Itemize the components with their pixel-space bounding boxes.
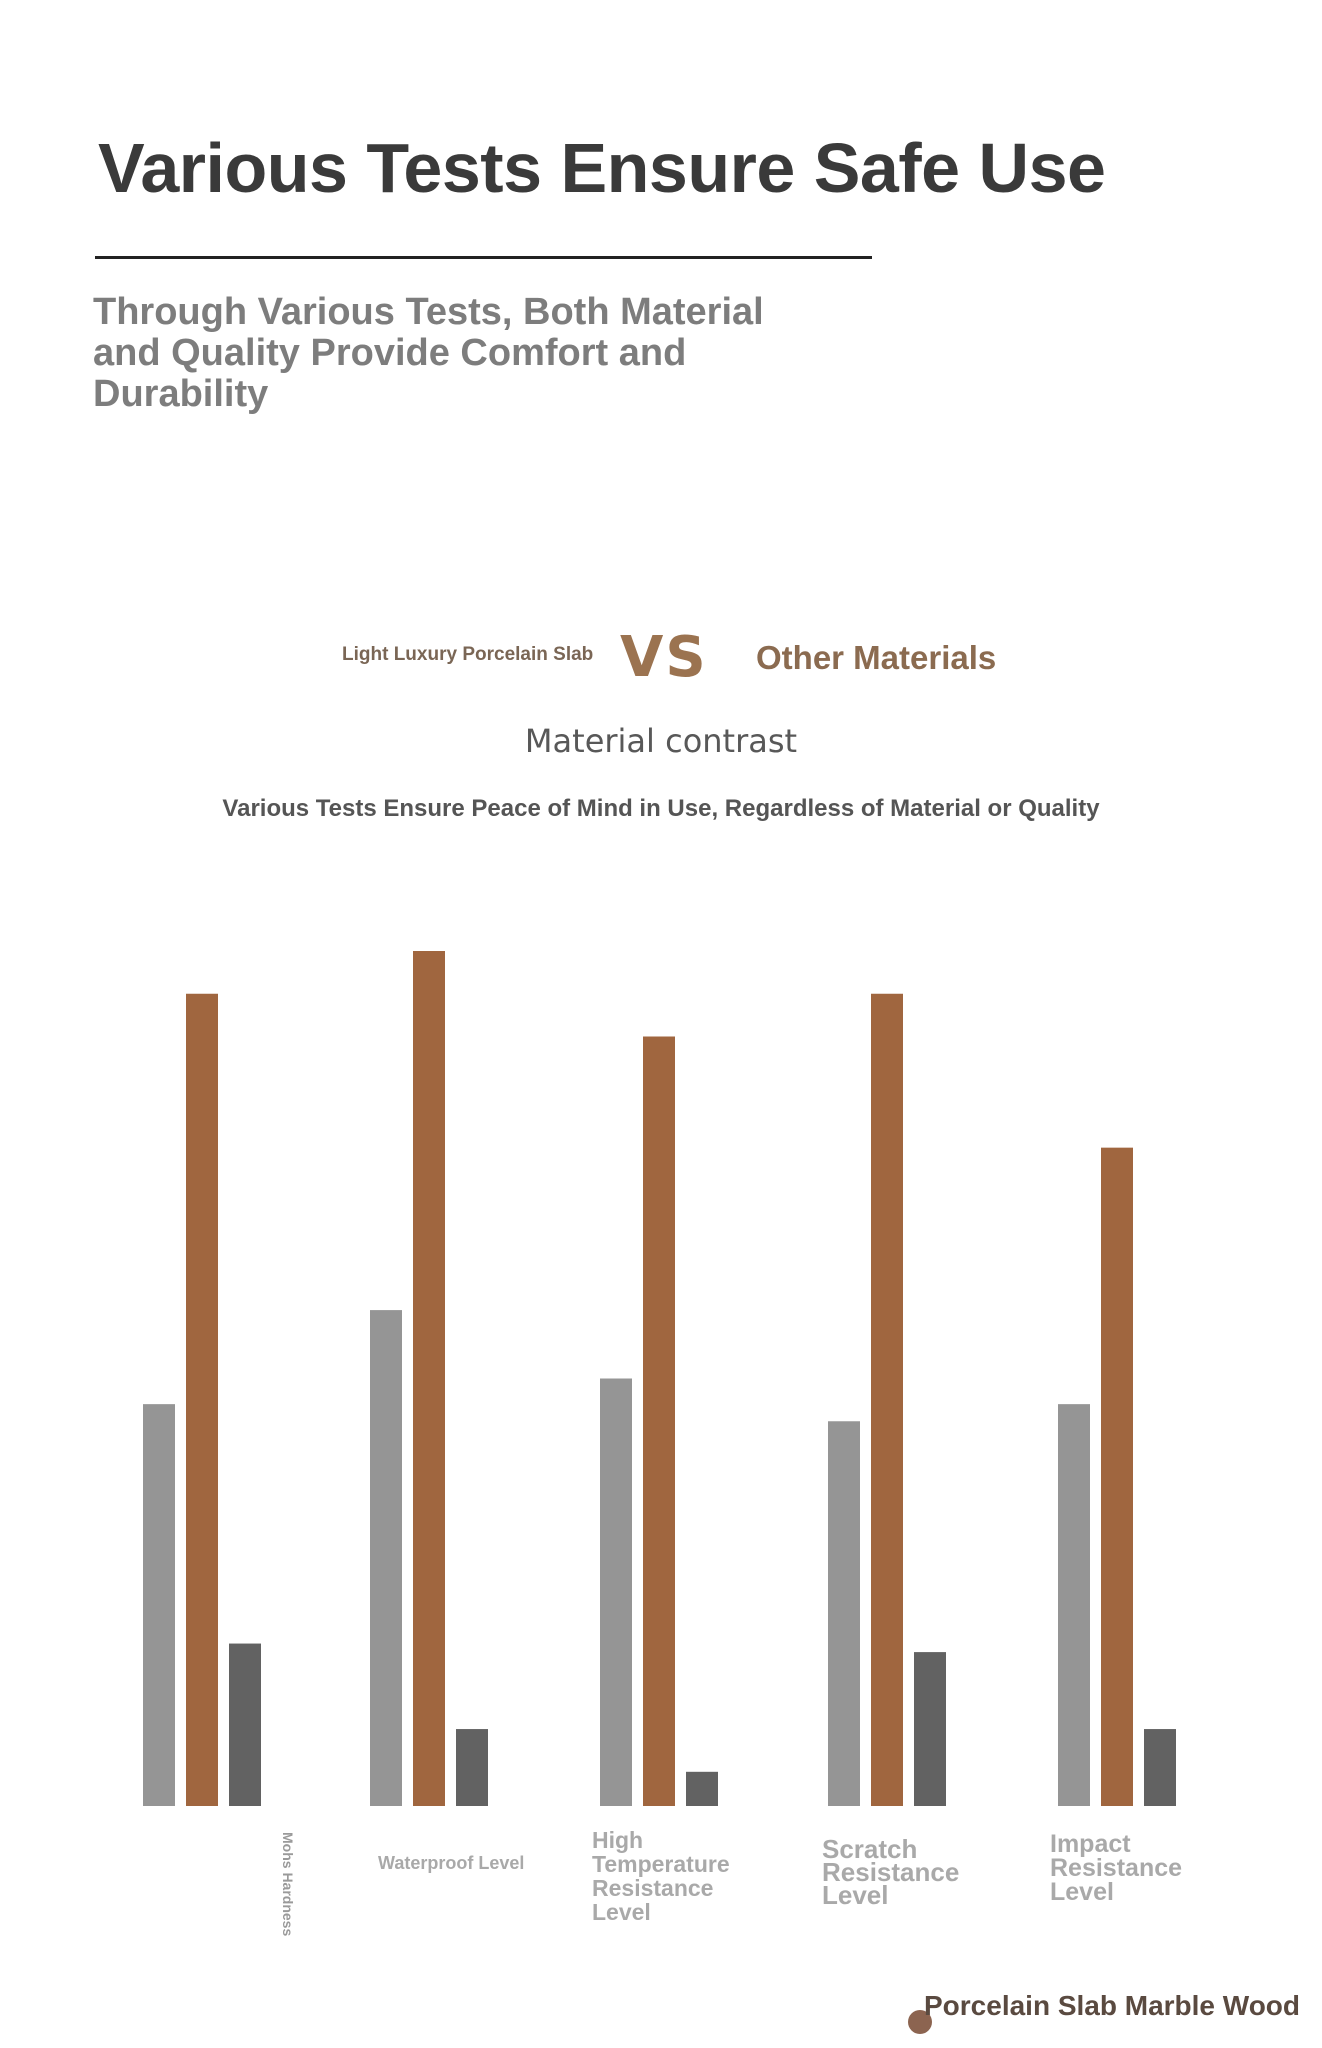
bar-group — [143, 994, 261, 1806]
bar — [186, 994, 218, 1806]
bar-chart — [0, 940, 1322, 1820]
category-label-high-temperature: High Temperature Resistance Level — [592, 1827, 730, 1925]
bar — [643, 1037, 675, 1807]
page-subtitle: Through Various Tests, Both Material and Quality Provide Comfort and Durability — [93, 291, 764, 415]
bar — [229, 1644, 261, 1806]
bar — [1058, 1404, 1090, 1806]
bar — [600, 1379, 632, 1807]
category-label-impact: Impact Resistance Level — [1050, 1830, 1183, 1906]
bar-group — [828, 994, 946, 1806]
bar — [143, 1404, 175, 1806]
bar-group — [600, 1037, 718, 1807]
legend-text: Porcelain Slab Marble Wood — [924, 1990, 1301, 2021]
vs-label: VS — [620, 625, 708, 690]
category-label-scratch: Scratch Resistance Level — [822, 1834, 960, 1910]
bar — [1101, 1148, 1133, 1806]
bar — [413, 951, 445, 1806]
bar-group — [1058, 1148, 1176, 1806]
category-label-mohs-hardness: Mohs Hardness — [280, 1832, 296, 1937]
section-caption: Various Tests Ensure Peace of Mind in Use, Regardless of Material or Quality — [222, 795, 1100, 822]
bar-group — [370, 951, 488, 1806]
title-divider — [95, 256, 872, 259]
comparison-left-label: Light Luxury Porcelain Slab — [342, 644, 594, 665]
bar — [828, 1421, 860, 1806]
bar — [914, 1652, 946, 1806]
page-title: Various Tests Ensure Safe Use — [98, 129, 1106, 207]
section-heading: Material contrast — [524, 722, 798, 760]
bar — [370, 1310, 402, 1806]
category-label-waterproof: Waterproof Level — [378, 1853, 525, 1873]
bar — [456, 1729, 488, 1806]
comparison-right-label: Other Materials — [756, 639, 997, 676]
bar — [1144, 1729, 1176, 1806]
bar — [686, 1772, 718, 1806]
bar — [871, 994, 903, 1806]
